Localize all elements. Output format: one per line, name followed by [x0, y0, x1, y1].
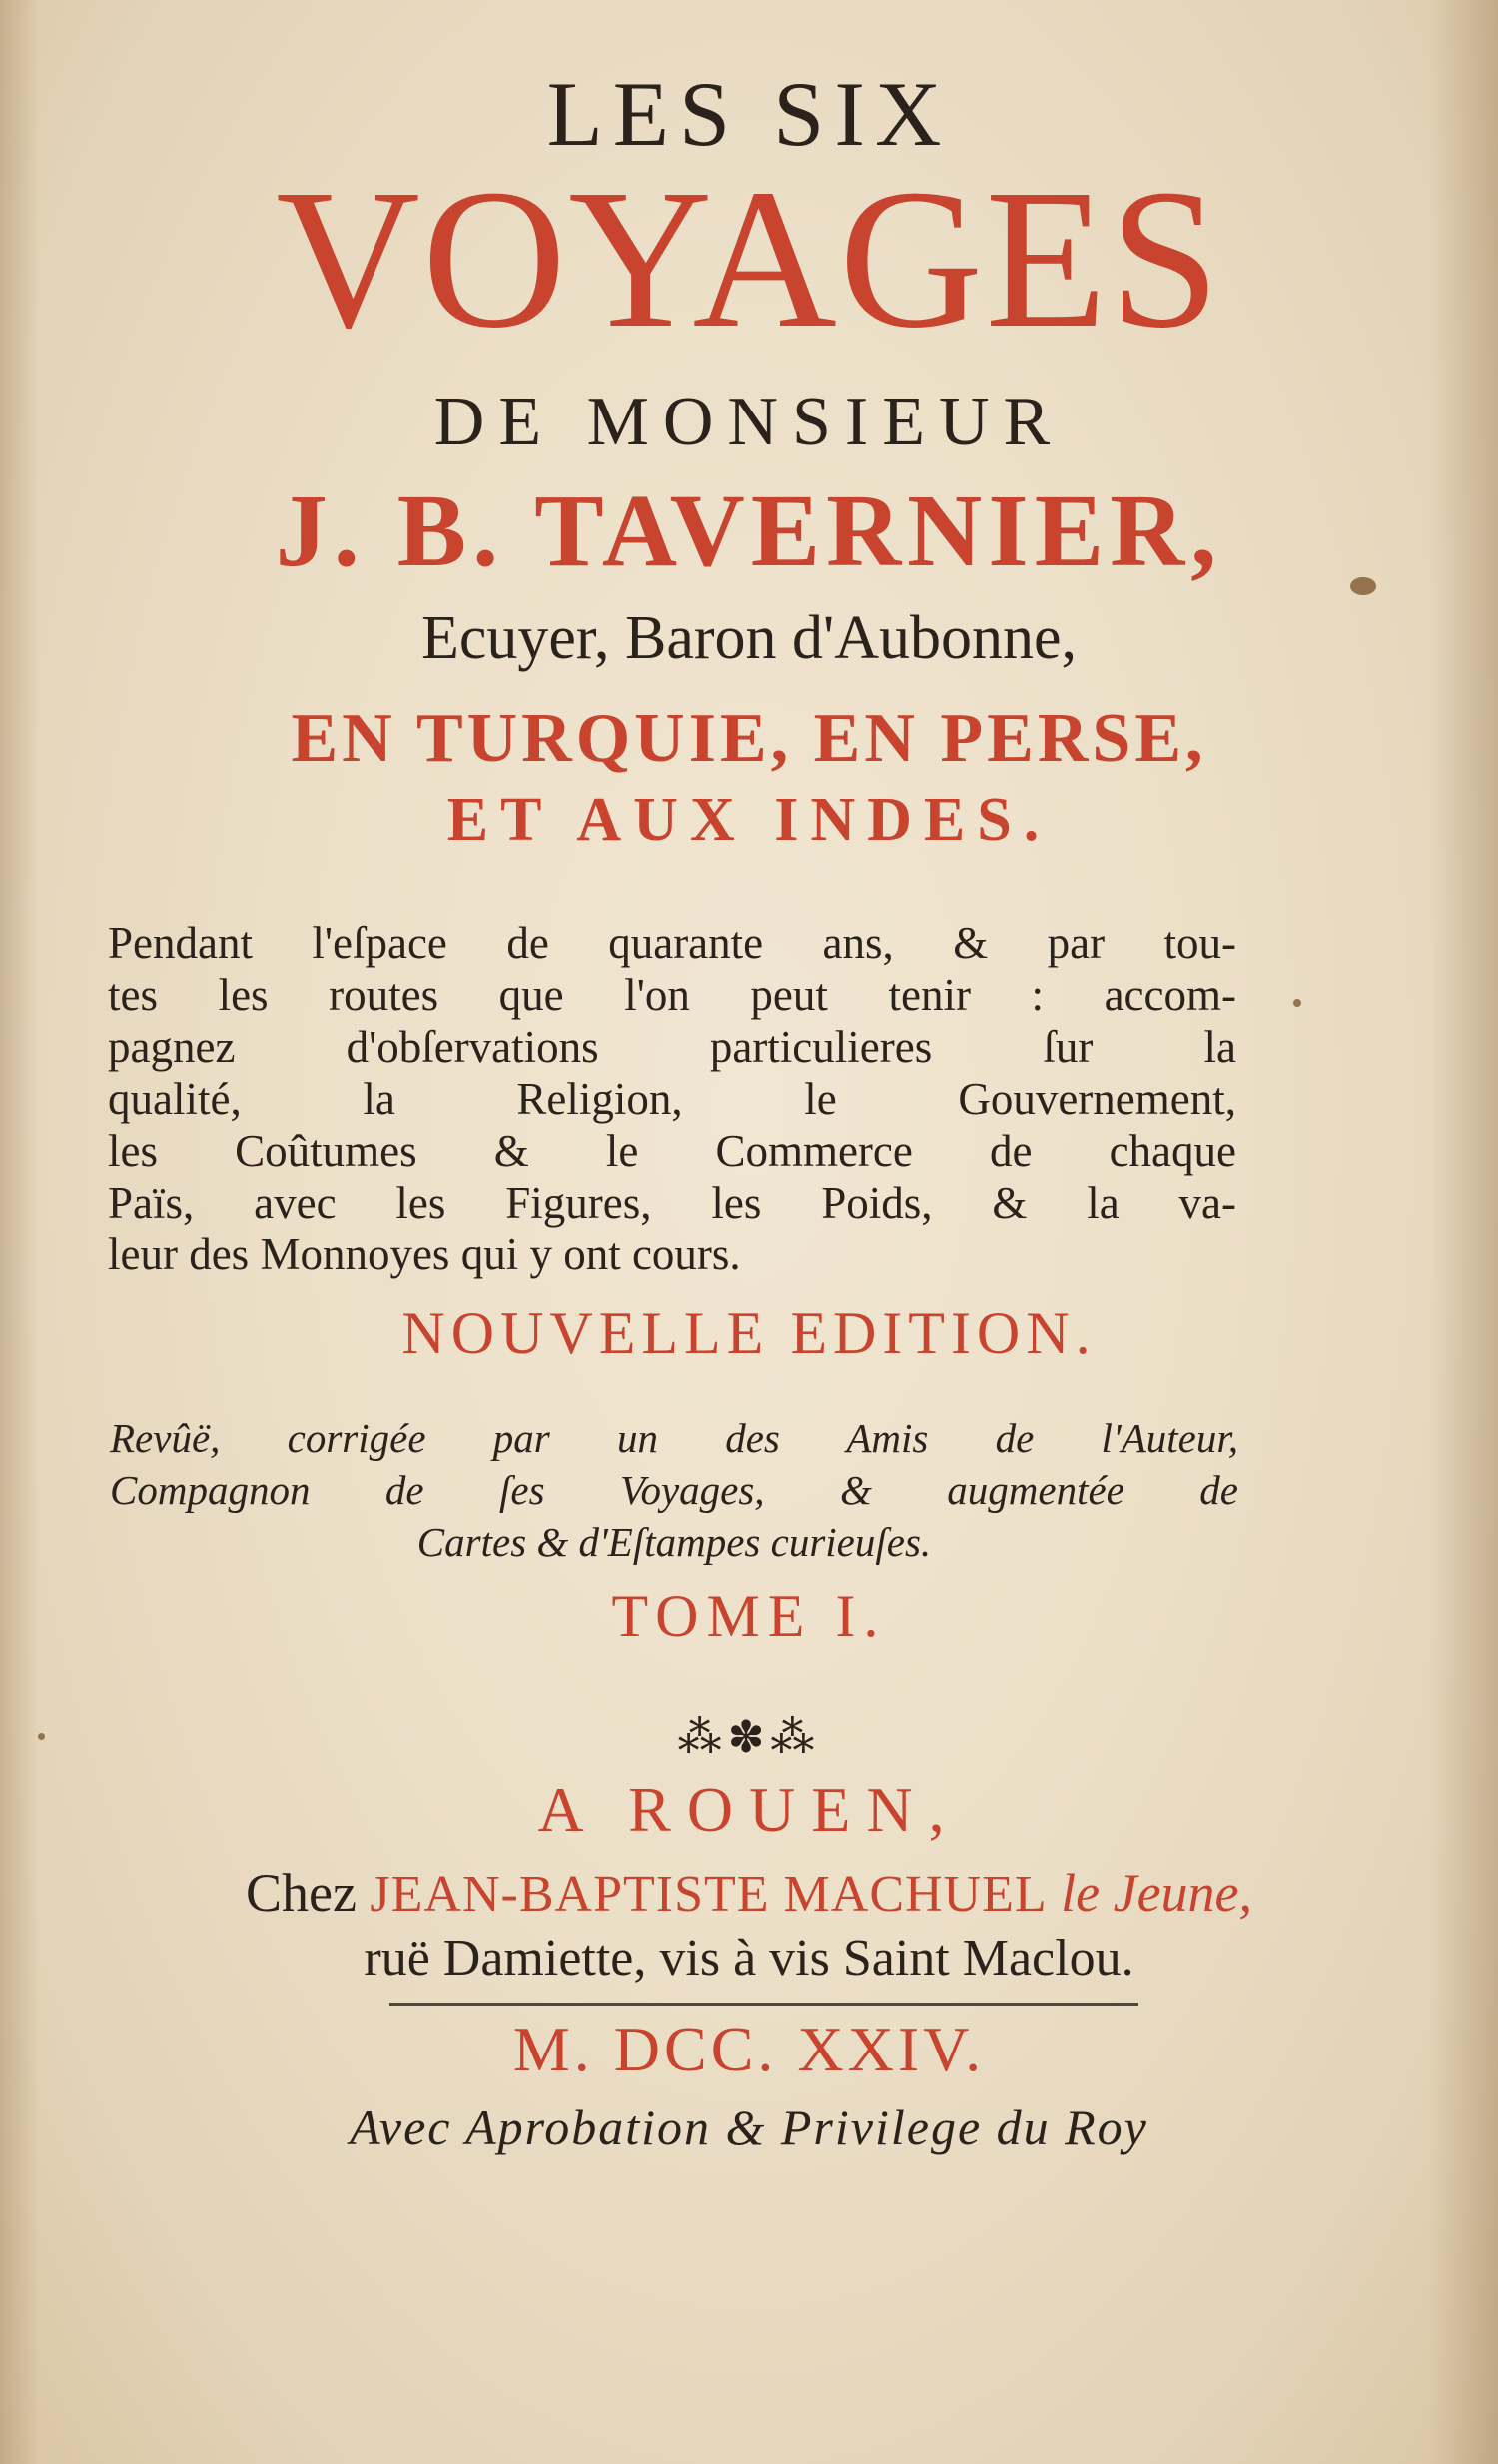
description-line: Pendant l'eſpace de quarante ans, & par tou-: [108, 918, 1236, 968]
revision-line: Compagnon de ſes Voyages, & augmentée de: [110, 1467, 1238, 1513]
imprint-date: M. DCC. XXIV.: [512, 2014, 986, 2084]
title-line-rank: Ecuyer, Baron d'Aubonne,: [420, 604, 1078, 672]
imprint-place: A ROUEN,: [537, 1774, 961, 1845]
privilege-line: Avec Aprobation & Privilege du Roy: [350, 2099, 1148, 2155]
imprint-rule: [389, 2003, 1138, 2006]
title-line-author: J. B. TAVERNIER,: [275, 473, 1223, 588]
volume-line: TOME I.: [611, 1583, 887, 1649]
title-line-les-six: LES SIX: [546, 63, 952, 165]
publisher-name: JEAN-BAPTISTE MACHUEL: [370, 1866, 1048, 1923]
title-line-de-monsieur: DE MONSIEUR: [433, 384, 1065, 460]
imprint-publisher: [0, 1863, 1498, 1923]
page-edge-shadow-left: [0, 0, 40, 2464]
printers-ornament: ⁂✽⁂: [677, 1712, 821, 1763]
edition-line: NOUVELLE EDITION.: [401, 1300, 1097, 1366]
title-line-indes: ET AUX INDES.: [446, 786, 1052, 854]
title-line-voyages: VOYAGES: [276, 149, 1222, 370]
description-line: tes les routes que l'on peut tenir : accom-: [108, 970, 1236, 1020]
description-line: les Coûtumes & le Commerce de chaque: [108, 1126, 1236, 1176]
description-line: pagnez d'obſervations particulieres ſur la: [108, 1022, 1236, 1072]
imprint-address: ruë Damiette, vis à vis Saint Maclou.: [364, 1930, 1134, 1987]
description-line: Païs, avec les Figures, les Poids, & la va-: [108, 1178, 1236, 1228]
publisher-suffix: le Jeune,: [1061, 1863, 1253, 1923]
title-line-destinations: EN TURQUIE, EN PERSE,: [291, 700, 1207, 777]
publisher-prefix: Chez: [245, 1863, 357, 1923]
page-edge-shadow-right: [1428, 0, 1498, 2464]
revision-line: Revûë, corrigée par un des Amis de l'Auteur,: [110, 1415, 1238, 1461]
description-line: leur des Monnoyes qui y ont cours.: [108, 1230, 741, 1279]
description-line: qualité, la Religion, le Gouvernement,: [108, 1074, 1236, 1124]
foxing-spot: [1293, 999, 1301, 1007]
revision-line: Cartes & d'Eſtampes curieuſes.: [416, 1519, 932, 1565]
